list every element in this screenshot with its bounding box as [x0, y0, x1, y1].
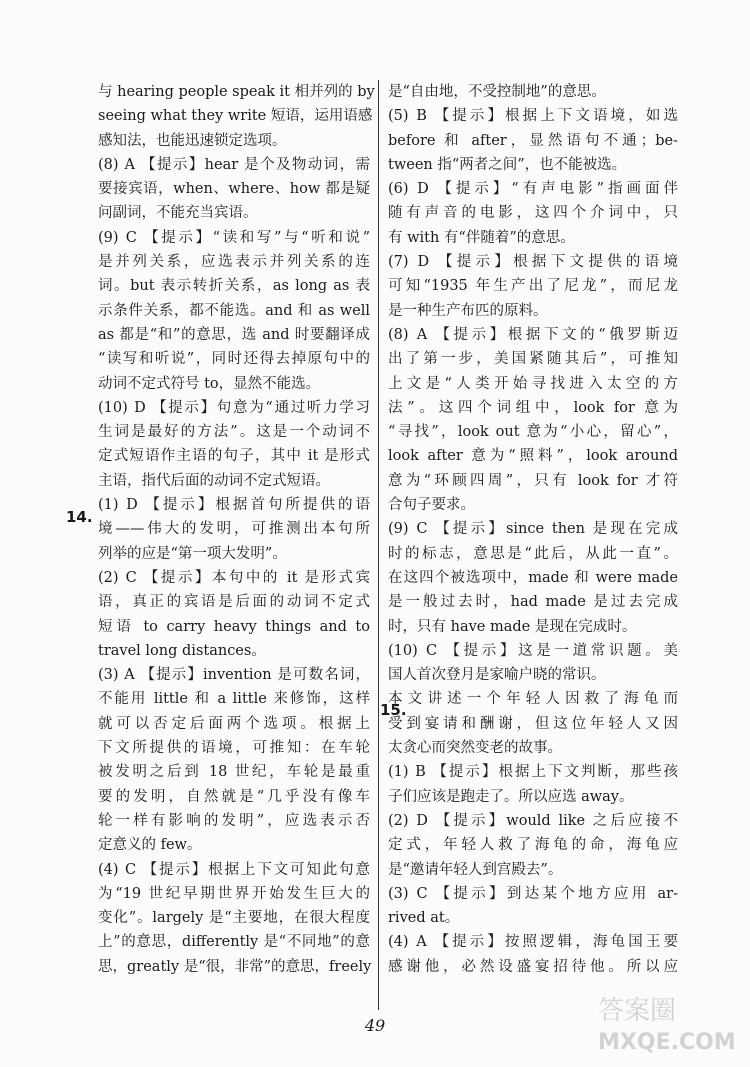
text-line: 问副词，不能充当宾语。 [98, 205, 258, 222]
text-line: 国人首次登月是家喻户晓的常识。 [388, 667, 606, 684]
text-line: (9) C 【提示】since then 是现在完成 [388, 521, 678, 538]
text-line: 定意义的 few。 [98, 837, 202, 854]
text-line: 意为“环顾四周”，只有 look for 才符 [388, 472, 678, 489]
text-line: (2) D 【提示】would like 之后应接不 [388, 812, 678, 829]
text-line: travel long distances。 [98, 642, 266, 659]
question-number-15: 15. [380, 701, 407, 719]
text-line: 词。but 表示转折关系，as long as 表 [98, 278, 370, 295]
text-line: 本文讲述一个年轻人因救了海龟而 [388, 691, 678, 708]
text-line: 太贪心而突然变老的故事。 [388, 740, 562, 757]
text-line: 在这四个被选项中，made 和 were made [388, 569, 678, 586]
text-line: 上文是“人类开始寻找进入太空的方 [388, 375, 678, 392]
text-line: 上”的意思，differently 是“不同地”的意 [98, 934, 370, 951]
text-line: look after 意为“照料”，look around [388, 448, 678, 465]
text-line: 有 with 有“伴随着”的意思。 [388, 229, 575, 246]
text-line: tween 指“两者之间”，也不能被选。 [388, 156, 627, 173]
column-divider [378, 80, 379, 1010]
text-line: (4) A 【提示】按照逻辑，海龟国王要 [388, 934, 678, 951]
text-line: (3) A 【提示】invention 是可数名词， [98, 667, 370, 684]
text-line: 列举的应是“第一项大发明”。 [98, 545, 287, 562]
text-line: 时的标志，意思是“此后，从此一直”。 [388, 545, 678, 562]
text-line: 合句子要求。 [388, 497, 475, 514]
text-line: 就可以否定后面两个选项。根据上 [98, 715, 370, 732]
svg-text:MXQE.COM: MXQE.COM [598, 1030, 736, 1055]
text-line: 定式，年轻人救了海龟的命，海龟应 [388, 837, 678, 854]
page-number: 49 [364, 1016, 386, 1035]
text-line: before 和 after，显然语句不通；be- [388, 132, 678, 149]
text-line: 时，只有 have made 是现在完成时。 [388, 618, 637, 635]
text-line: 是“自由地，不受控制地”的意思。 [388, 84, 606, 100]
text-line: rived at。 [388, 910, 460, 927]
text-line: 是“邀请年轻人到宫殿去”。 [388, 861, 563, 878]
text-line: 感知法，也能迅速锁定选项。 [98, 132, 287, 149]
text-line: 示条件关系，都不能选。and 和 as well [98, 302, 370, 319]
text-line: 是一种生产布匹的原料。 [388, 302, 548, 319]
text-line: 动词不定式符号 to，显然不能选。 [98, 375, 321, 392]
text-line: seeing what they write 短语，运用语感 [98, 108, 373, 125]
text-line: 短语 to carry heavy things and to [98, 618, 370, 635]
text-line: 与 hearing people speak it 相并列的 by [98, 84, 375, 100]
text-line: (7) D 【提示】根据下文提供的语境 [388, 254, 678, 271]
text-line: (3) C 【提示】到达某个地方应用 ar- [388, 885, 678, 902]
text-line: 感谢他，必然设盛宴招待他。所以应 [388, 958, 678, 975]
text-line: 受到宴请和酬谢，但这位年轻人又因 [388, 715, 678, 732]
text-line: 境——伟大的发明，可推测出本句所 [98, 521, 370, 538]
text-line: 出了第一步，美国紧随其后”，可推知 [388, 351, 678, 368]
text-line: 是并列关系，应选表示并列关系的连 [98, 254, 370, 271]
text-line: 不能用 little 和 a little 来修饰，这样 [98, 691, 370, 708]
right-column [388, 80, 678, 979]
text-line: 要接宾语，when、where、how 都是疑 [98, 181, 370, 198]
text-line: as 都是“和”的意思，选 and 时要翻译成 [98, 326, 370, 343]
text-line: 法”。这四个词组中，look for 意为 [388, 399, 678, 416]
text-line: 下文所提供的语境，可推知：在车轮 [98, 740, 370, 757]
text-line: 定式短语作主语的句子，其中 it 是形式 [98, 448, 370, 465]
text-line: (1) B 【提示】根据上下文判断，那些孩 [388, 764, 678, 781]
text-line: (6) D 【提示】“有声电影”指画面伴 [388, 181, 678, 198]
watermark-logo [592, 989, 742, 1059]
text-line: (8) A 【提示】根据下文的“俄罗斯迈 [388, 326, 678, 343]
text-line: 被发明之后到 18 世纪，车轮是最重 [98, 764, 370, 781]
svg-text:答案圈: 答案圈 [598, 996, 677, 1026]
text-line: (2) C 【提示】本句中的 it 是形式宾 [98, 569, 370, 586]
text-line: (10) C 【提示】这是一道常识题。美 [388, 642, 678, 659]
text-line: 轮一样有影响的发明”，应选表示否 [98, 812, 370, 829]
text-line: (4) C 【提示】根据上下文可知此句意 [98, 861, 370, 878]
left-column [98, 80, 375, 979]
text-line: “寻找”，look out 意为“小心，留心”， [388, 424, 678, 441]
text-line: (10) D 【提示】句意为“通过听力学习 [98, 399, 370, 416]
text-line: (9) C 【提示】“读和写”与“听和说” [98, 229, 370, 246]
text-line: 思，greatly 是“很，非常”的意思，freely [98, 958, 372, 975]
text-line: (8) A 【提示】hear 是个及物动词，需 [98, 156, 370, 173]
text-line: 子们应该是跑走了。所以应选 away。 [388, 788, 634, 805]
text-line: 随有声音的电影，这四个介词中，只 [388, 205, 678, 222]
text-line: 变化”。largely 是“主要地，在很大程度 [98, 910, 370, 927]
text-line: 主语，指代后面的动词不定式短语。 [98, 472, 330, 489]
text-line: 是一般过去时，had made 是过去完成 [388, 594, 678, 611]
text-line: 语，真正的宾语是后面的动词不定式 [98, 594, 370, 611]
text-line: (1) D 【提示】根据首句所提供的语 [98, 497, 370, 514]
question-number-14: 14. [66, 508, 93, 526]
text-line: 生词是最好的方法”。这是一个动词不 [98, 424, 370, 441]
text-line: (5) B 【提示】根据上下文语境，如选 [388, 108, 678, 125]
text-line: 要的发明，自然就是“几乎没有像车 [98, 788, 370, 805]
text-line: “读写和听说”，同时还得去掉原句中的 [98, 351, 370, 368]
text-line: 为“19 世纪早期世界开始发生巨大的 [98, 885, 370, 902]
text-line: 可知“1935 年生产出了尼龙”，而尼龙 [388, 278, 678, 295]
